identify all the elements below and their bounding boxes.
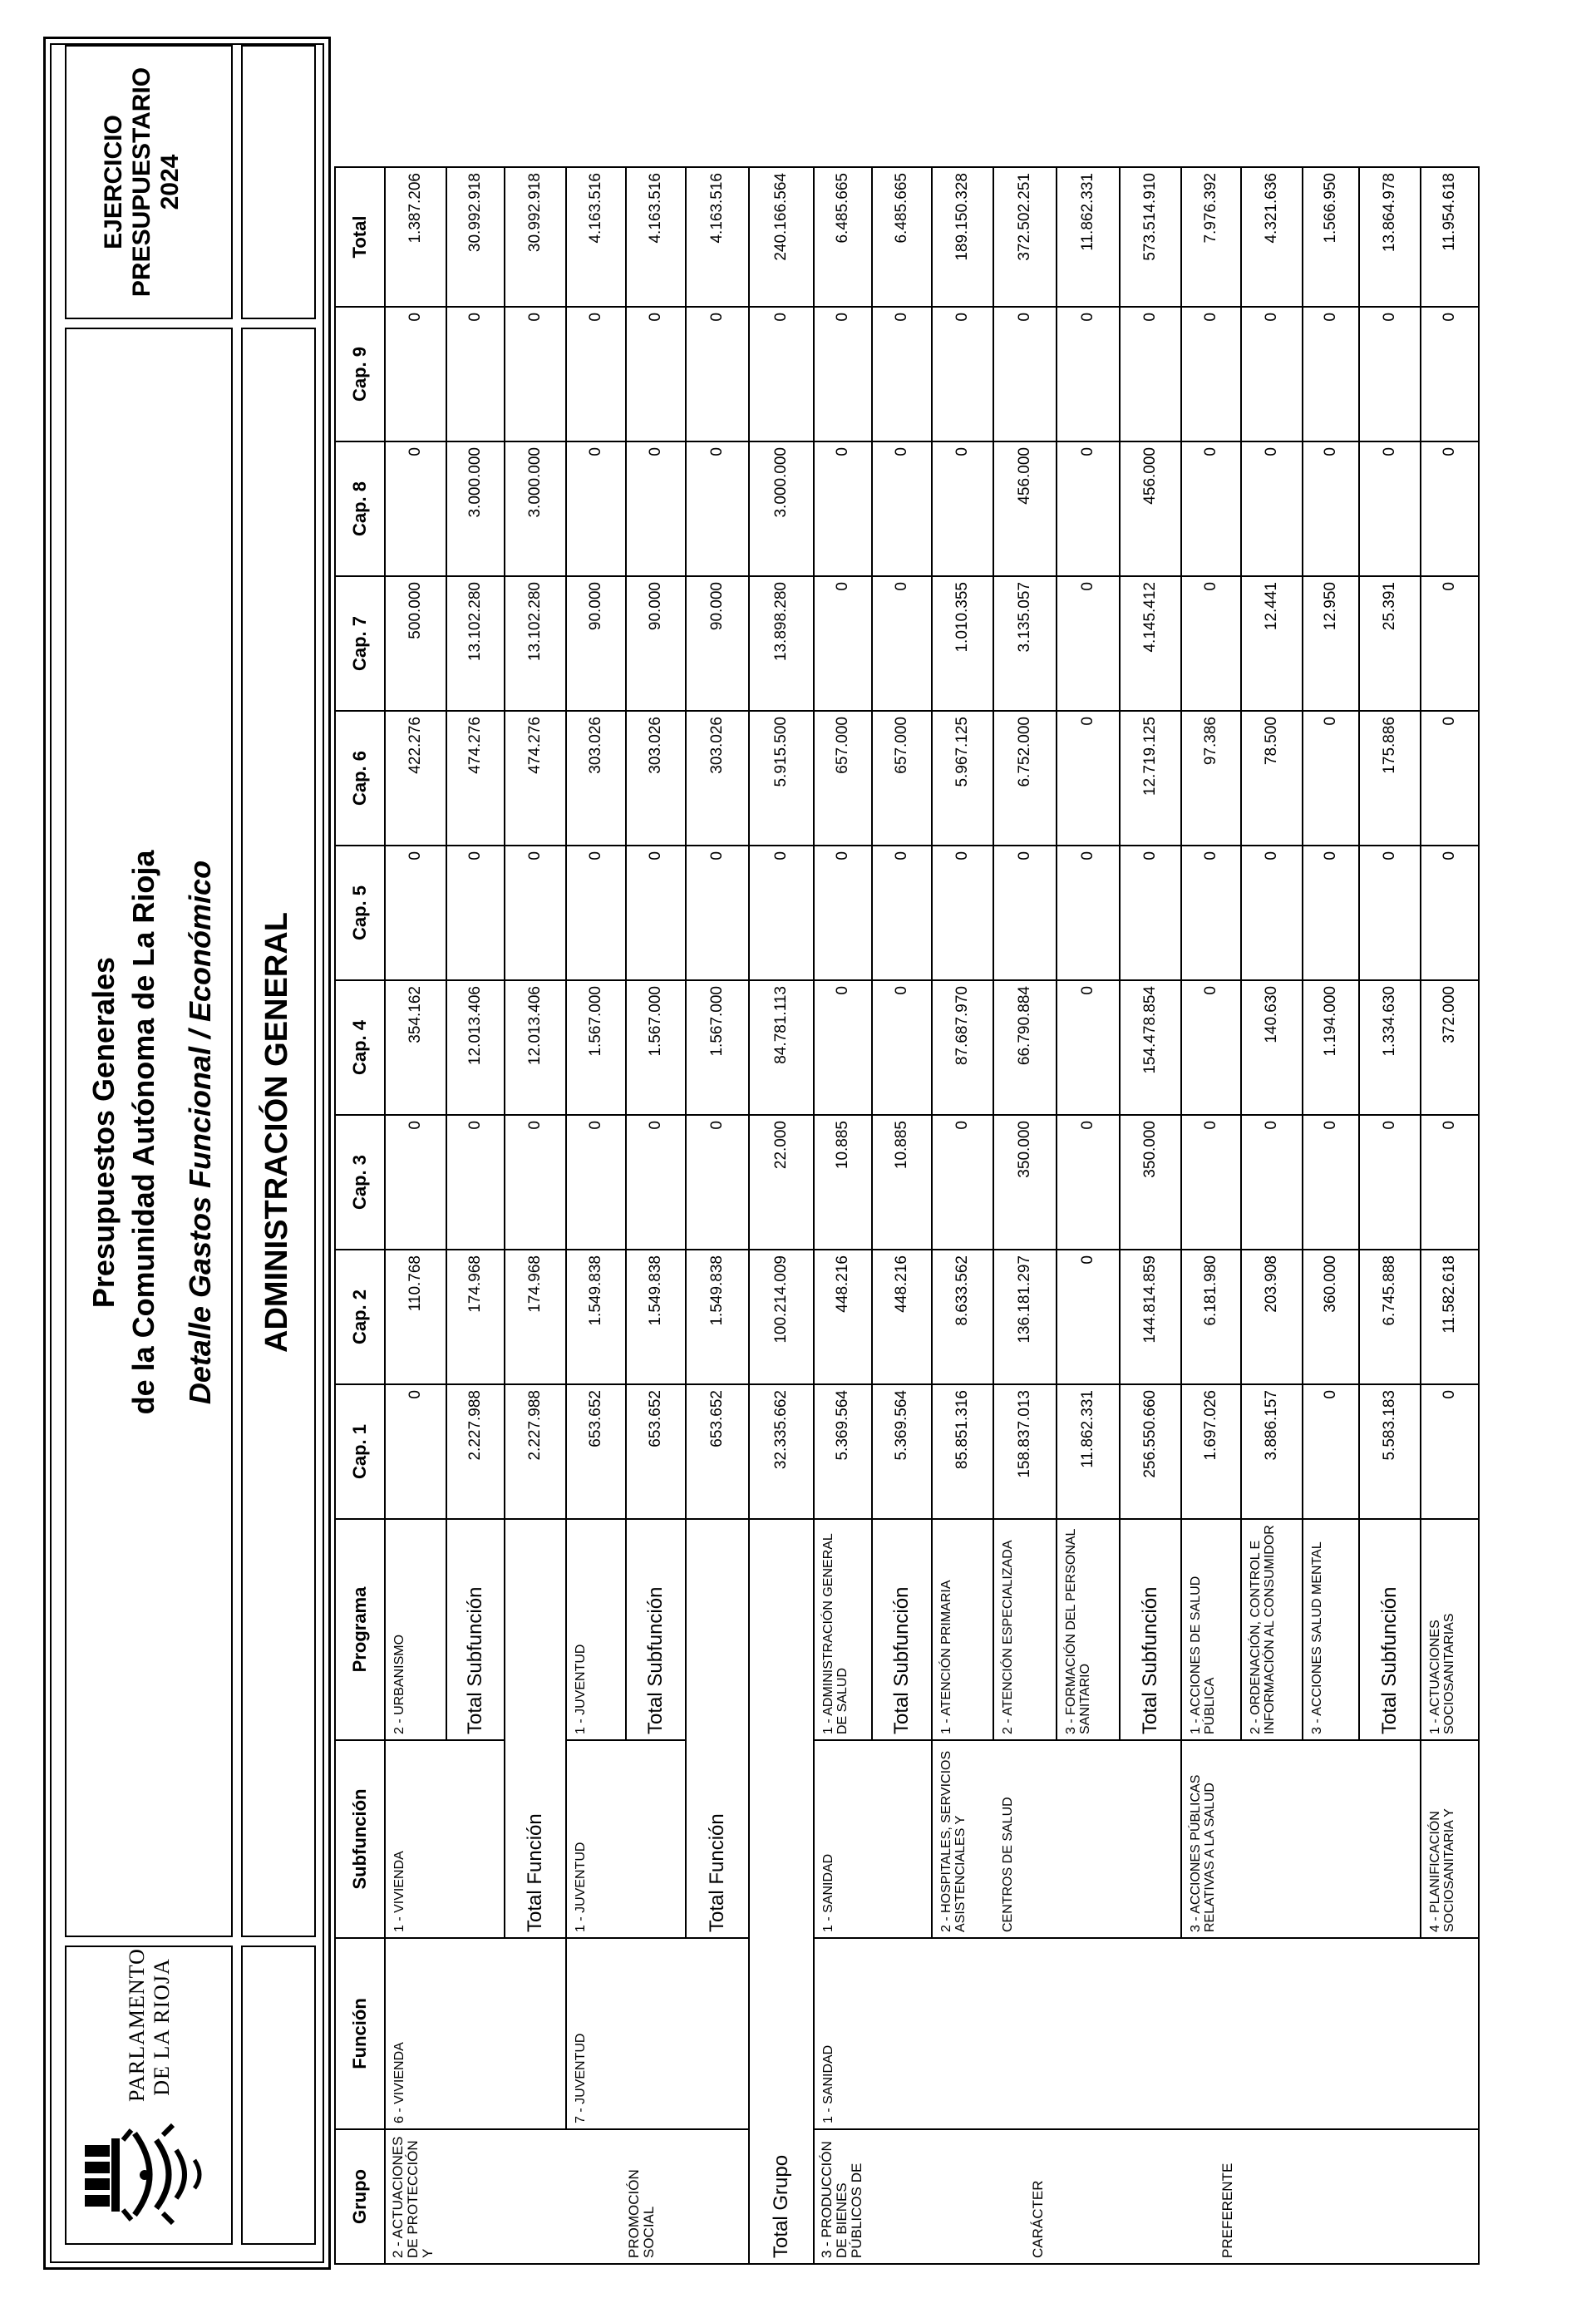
value-cell: 0 [1057,441,1120,576]
total-value-cell: 4.163.516 [626,167,686,307]
value-cell: 0 [1241,1115,1303,1250]
value-cell: 11.582.618 [1421,1250,1479,1384]
value-cell: 474.276 [446,711,505,846]
value-cell: 1.697.026 [1181,1384,1241,1519]
subtitle: Detalle Gastos Funcional / Económico [183,860,217,1405]
table-row [749,167,814,2264]
value-cell: 0 [814,846,872,980]
value-cell: 0 [626,307,686,441]
value-cell: 0 [1421,576,1479,711]
value-cell: 203.908 [1241,1250,1303,1384]
value-cell: 12.441 [1241,576,1303,711]
programa-cell: 1 - ATENCIÓN PRIMARIA [932,1519,993,1740]
total-value-cell: 189.150.328 [932,167,993,307]
total-value-cell: 4.163.516 [686,167,749,307]
value-cell: 0 [932,846,993,980]
value-cell: 0 [1303,1115,1359,1250]
value-cell: 84.781.113 [749,980,814,1115]
column-header: Cap. 2 [335,1250,385,1384]
value-cell: 0 [505,846,566,980]
total-value-cell: 13.864.978 [1359,167,1421,307]
programa-cell: 1 - JUVENTUD [566,1519,626,1740]
value-cell: 0 [872,980,932,1115]
value-cell: 0 [1359,307,1421,441]
parliament-emblem-icon [81,2115,223,2232]
column-header: Cap. 7 [335,576,385,711]
value-cell: 0 [446,846,505,980]
total-value-cell: 11.862.331 [1057,167,1120,307]
value-cell: 0 [1421,1115,1479,1250]
value-cell: 5.967.125 [932,711,993,846]
title-box [65,328,233,1937]
section-title: ADMINISTRACIÓN GENERAL [259,912,294,1353]
value-cell: 422.276 [385,711,446,846]
funcion-cell: 1 - SANIDAD [814,1938,1479,2129]
column-header: Cap. 6 [335,711,385,846]
value-cell: 0 [1181,307,1241,441]
value-cell: 0 [446,1115,505,1250]
ejercicio-box [65,45,233,319]
value-cell: 448.216 [814,1250,872,1384]
grupo-cell: 2 - ACTUACIONES DE PROTECCIÓN Y PROMOCIÓN SOCIAL [385,2129,749,2264]
value-cell: 4.145.412 [1120,576,1181,711]
value-cell: 0 [1421,711,1479,846]
value-cell: 3.000.000 [446,441,505,576]
value-cell: 0 [993,846,1057,980]
value-cell: 0 [686,307,749,441]
value-cell: 174.968 [505,1250,566,1384]
subfuncion-cell: 1 - JUVENTUD [566,1740,686,1938]
value-cell: 0 [385,1384,446,1519]
value-cell: 653.652 [626,1384,686,1519]
value-cell: 6.752.000 [993,711,1057,846]
total-subfuncion-label: Total Subfunción [1120,1519,1181,1740]
value-cell: 0 [1303,711,1359,846]
table-header-row [335,167,385,2264]
value-cell: 0 [1181,846,1241,980]
total-subfuncion-label: Total Subfunción [872,1519,932,1740]
total-value-cell: 240.166.564 [749,167,814,307]
value-cell: 0 [993,307,1057,441]
total-grupo-label: Total Grupo [749,1519,814,2264]
value-cell: 0 [686,846,749,980]
value-cell: 6.181.980 [1181,1250,1241,1384]
funcion-cell: 7 - JUVENTUD [566,1938,749,2129]
value-cell: 144.814.859 [1120,1250,1181,1384]
programa-cell: 3 - ACCIONES SALUD MENTAL [1303,1519,1359,1740]
value-cell: 0 [1303,1384,1359,1519]
value-cell: 12.950 [1303,576,1359,711]
value-cell: 110.768 [385,1250,446,1384]
subfuncion-cell: 1 - SANIDAD [814,1740,932,1938]
value-cell: 100.214.009 [749,1250,814,1384]
programa-cell: 2 - URBANISMO [385,1519,446,1740]
table-row [814,167,872,2264]
column-header: Grupo [335,2129,385,2264]
value-cell: 0 [814,980,872,1115]
total-value-cell: 7.976.392 [1181,167,1241,307]
value-cell: 6.745.888 [1359,1250,1421,1384]
subfuncion-cell: 4 - PLANIFICACIÓN SOCIOSANITARIA Y [1421,1740,1479,1938]
value-cell: 0 [686,441,749,576]
column-header: Subfunción [335,1740,385,1938]
value-cell: 2.227.988 [446,1384,505,1519]
value-cell: 0 [1421,307,1479,441]
value-cell: 0 [566,846,626,980]
value-cell: 474.276 [505,711,566,846]
value-cell: 0 [385,1115,446,1250]
column-header: Función [335,1938,385,2129]
total-subfuncion-label: Total Subfunción [446,1519,505,1740]
value-cell: 653.652 [686,1384,749,1519]
value-cell: 303.026 [686,711,749,846]
value-cell: 158.837.013 [993,1384,1057,1519]
table-row [566,167,626,2264]
total-funcion-label: Total Función [505,1519,566,1938]
value-cell: 0 [1181,576,1241,711]
value-cell: 1.549.838 [566,1250,626,1384]
total-value-cell: 11.954.618 [1421,167,1479,307]
value-cell: 0 [566,1115,626,1250]
value-cell: 1.549.838 [686,1250,749,1384]
value-cell: 0 [932,1115,993,1250]
value-cell: 0 [446,307,505,441]
value-cell: 10.885 [814,1115,872,1250]
title-line2: de la Comunidad Autónoma de La Rioja [126,850,160,1415]
value-cell: 0 [626,846,686,980]
total-funcion-label: Total Función [686,1519,749,1938]
value-cell: 8.633.562 [932,1250,993,1384]
value-cell: 0 [1057,1115,1120,1250]
value-cell: 0 [505,307,566,441]
value-cell: 0 [872,846,932,980]
value-cell: 140.630 [1241,980,1303,1115]
value-cell: 3.886.157 [1241,1384,1303,1519]
value-cell: 0 [505,1115,566,1250]
value-cell: 10.885 [872,1115,932,1250]
programa-cell: 1 - ADMINISTRACIÓN GENERAL DE SALUD [814,1519,872,1740]
total-value-cell: 4.163.516 [566,167,626,307]
programa-cell: 1 - ACCIONES DE SALUD PÚBLICA [1181,1519,1241,1740]
value-cell: 1.567.000 [686,980,749,1115]
value-cell: 5.369.564 [872,1384,932,1519]
value-cell: 1.567.000 [566,980,626,1115]
value-cell: 0 [1303,441,1359,576]
programa-cell: 3 - FORMACIÓN DEL PERSONAL SANITARIO [1057,1519,1120,1740]
value-cell: 1.194.000 [1303,980,1359,1115]
value-cell: 3.000.000 [749,441,814,576]
value-cell: 154.478.854 [1120,980,1181,1115]
value-cell: 0 [814,441,872,576]
column-header: Cap. 4 [335,980,385,1115]
budget-table [334,166,1480,2265]
total-value-cell: 1.566.950 [1303,167,1359,307]
subfuncion-cell: 2 - HOSPITALES, SERVICIOS ASISTENCIALES Y CENTROS DE SALUD [932,1740,1181,1938]
section-box-right [241,45,316,319]
value-cell: 0 [1120,307,1181,441]
value-cell: 0 [385,846,446,980]
programa-cell: 1 - ACTUACIONES SOCIOSANITARIAS [1421,1519,1479,1740]
value-cell: 0 [1241,441,1303,576]
value-cell: 0 [1181,980,1241,1115]
value-cell: 448.216 [872,1250,932,1384]
value-cell: 0 [932,307,993,441]
value-cell: 0 [566,307,626,441]
value-cell: 0 [1303,307,1359,441]
value-cell: 350.000 [1120,1115,1181,1250]
value-cell: 0 [1303,846,1359,980]
value-cell: 1.334.630 [1359,980,1421,1115]
value-cell: 85.851.316 [932,1384,993,1519]
total-value-cell: 6.485.665 [872,167,932,307]
value-cell: 0 [1359,846,1421,980]
value-cell: 303.026 [566,711,626,846]
total-subfuncion-label: Total Subfunción [1359,1519,1421,1740]
value-cell: 13.898.280 [749,576,814,711]
value-cell: 5.369.564 [814,1384,872,1519]
value-cell: 0 [385,441,446,576]
value-cell: 456.000 [1120,441,1181,576]
value-cell: 500.000 [385,576,446,711]
value-cell: 372.000 [1421,980,1479,1115]
value-cell: 174.968 [446,1250,505,1384]
ejercicio-label: EJERCICIO PRESUPUESTARIO 2024 [100,67,184,298]
value-cell: 350.000 [993,1115,1057,1250]
value-cell: 0 [566,441,626,576]
value-cell: 456.000 [993,441,1057,576]
value-cell: 12.013.406 [446,980,505,1115]
value-cell: 13.102.280 [446,576,505,711]
total-value-cell: 6.485.665 [814,167,872,307]
section-box [241,328,316,1937]
title-line1: Presupuestos Generales [86,956,121,1309]
value-cell: 0 [626,441,686,576]
value-cell: 0 [872,576,932,711]
column-header: Cap. 5 [335,846,385,980]
column-header: Cap. 3 [335,1115,385,1250]
total-value-cell: 372.502.251 [993,167,1057,307]
value-cell: 0 [749,846,814,980]
value-cell: 657.000 [872,711,932,846]
value-cell: 0 [1241,846,1303,980]
value-cell: 5.583.183 [1359,1384,1421,1519]
column-header: Programa [335,1519,385,1740]
value-cell: 0 [1057,846,1120,980]
value-cell: 0 [1057,1250,1120,1384]
total-value-cell: 573.514.910 [1120,167,1181,307]
value-cell: 22.000 [749,1115,814,1250]
value-cell: 354.162 [385,980,446,1115]
value-cell: 256.550.660 [1120,1384,1181,1519]
value-cell: 90.000 [626,576,686,711]
value-cell: 0 [1181,1115,1241,1250]
value-cell: 0 [1421,441,1479,576]
value-cell: 0 [872,307,932,441]
value-cell: 303.026 [626,711,686,846]
total-value-cell: 30.992.918 [446,167,505,307]
value-cell: 0 [385,307,446,441]
value-cell: 0 [814,307,872,441]
value-cell: 0 [749,307,814,441]
total-value-cell: 4.321.636 [1241,167,1303,307]
funcion-cell: 6 - VIVIENDA [385,1938,566,2129]
programa-cell: 2 - ORDENACIÓN, CONTROL E INFORMACIÓN AL CONSUMIDOR [1241,1519,1303,1740]
value-cell: 90.000 [566,576,626,711]
value-cell: 1.549.838 [626,1250,686,1384]
value-cell: 0 [626,1115,686,1250]
value-cell: 0 [1421,846,1479,980]
column-header: Cap. 1 [335,1384,385,1519]
value-cell: 0 [814,576,872,711]
value-cell: 653.652 [566,1384,626,1519]
value-cell: 0 [1421,1384,1479,1519]
section-box-left [241,1946,316,2245]
value-cell: 97.386 [1181,711,1241,846]
value-cell: 13.102.280 [505,576,566,711]
value-cell: 66.790.884 [993,980,1057,1115]
value-cell: 1.010.355 [932,576,993,711]
value-cell: 360.000 [1303,1250,1359,1384]
value-cell: 657.000 [814,711,872,846]
column-header: Total [335,167,385,307]
value-cell: 0 [1359,441,1421,576]
value-cell: 0 [872,441,932,576]
value-cell: 0 [1057,576,1120,711]
value-cell: 136.181.297 [993,1250,1057,1384]
value-cell: 25.391 [1359,576,1421,711]
value-cell: 32.335.662 [749,1384,814,1519]
value-cell: 0 [1120,846,1181,980]
value-cell: 3.135.057 [993,576,1057,711]
value-cell: 11.862.331 [1057,1384,1120,1519]
value-cell: 0 [1057,307,1120,441]
value-cell: 0 [1359,1115,1421,1250]
value-cell: 0 [932,441,993,576]
value-cell: 12.013.406 [505,980,566,1115]
total-value-cell: 1.387.206 [385,167,446,307]
logo-box [65,1946,233,2245]
value-cell: 0 [1181,441,1241,576]
value-cell: 0 [1241,307,1303,441]
column-header: Cap. 8 [335,441,385,576]
value-cell: 87.687.970 [932,980,993,1115]
value-cell: 0 [1057,980,1120,1115]
value-cell: 0 [1057,711,1120,846]
column-header: Cap. 9 [335,307,385,441]
grupo-cell: 3 - PRODUCCIÓN DE BIENES PÚBLICOS DE CARÁCTER PREFERENTE [814,2129,1479,2264]
programa-cell: 2 - ATENCIÓN ESPECIALIZADA [993,1519,1057,1740]
total-subfuncion-label: Total Subfunción [626,1519,686,1740]
value-cell: 0 [686,1115,749,1250]
value-cell: 78.500 [1241,711,1303,846]
logo-text: PARLAMENTO DE LA RIOJA [125,1948,174,2102]
value-cell: 1.567.000 [626,980,686,1115]
subfuncion-cell: 1 - VIVIENDA [385,1740,505,1938]
table-row [385,167,446,2264]
value-cell: 12.719.125 [1120,711,1181,846]
total-value-cell: 30.992.918 [505,167,566,307]
value-cell: 175.886 [1359,711,1421,846]
value-cell: 3.000.000 [505,441,566,576]
value-cell: 2.227.988 [505,1384,566,1519]
value-cell: 90.000 [686,576,749,711]
value-cell: 5.915.500 [749,711,814,846]
subfuncion-cell: 3 - ACCIONES PÚBLICAS RELATIVAS A LA SALUD [1181,1740,1421,1938]
